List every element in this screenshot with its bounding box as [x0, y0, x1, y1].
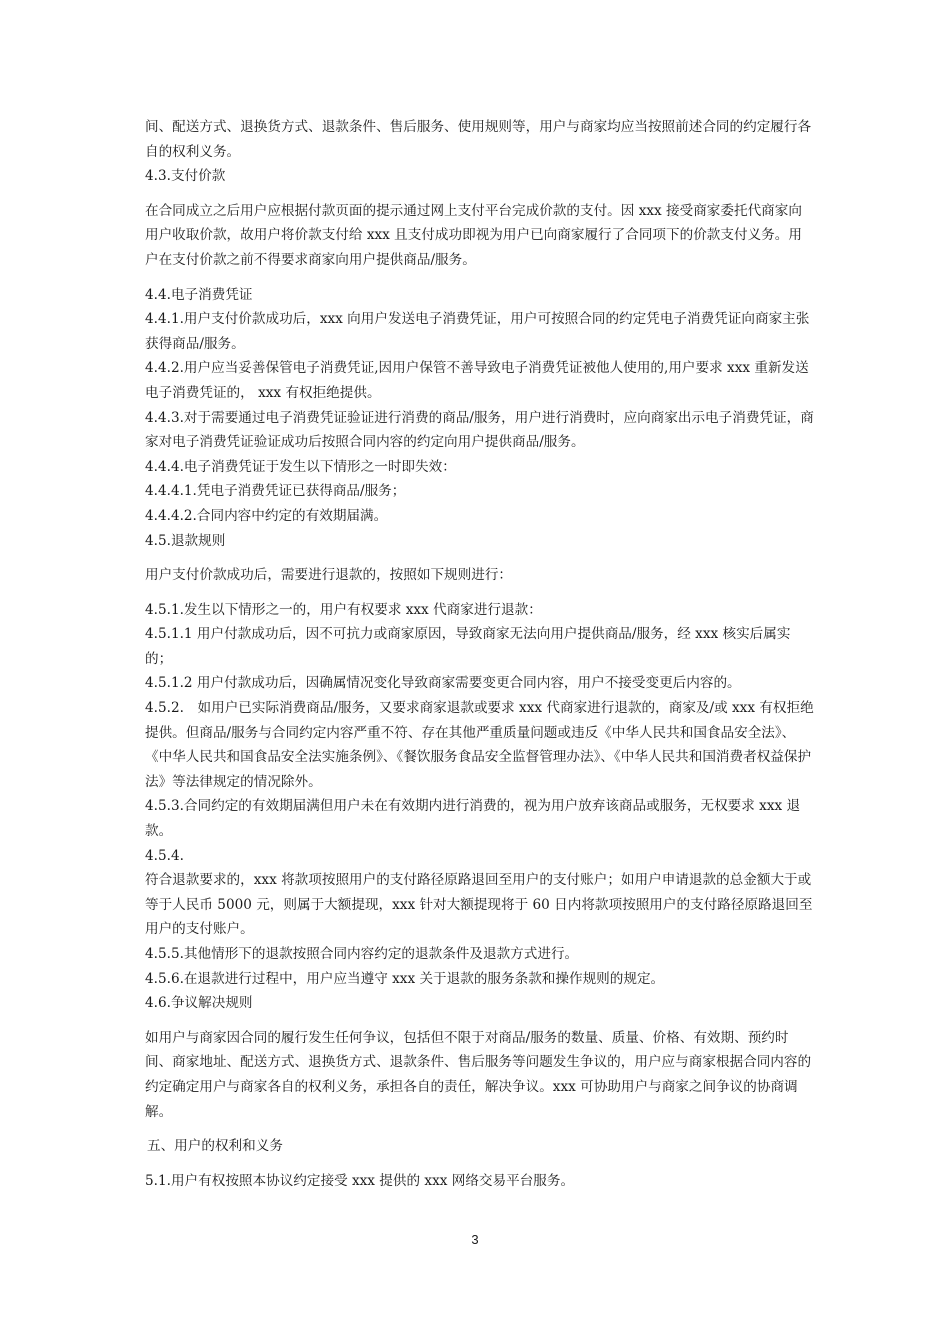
clause-4-4-1: 4.4.1.用户支付价款成功后，xxx 向用户发送电子消费凭证，用户可按照合同的约定凭电子消费凭证向商家主张获得商品/服务。 — [145, 311, 810, 352]
document-body — [145, 115, 815, 1193]
clause-4-5-1-1: 4.5.1.1 用户付款成功后，因不可抗力或商家原因，导致商家无法向用户提供商品/服务，经 xxx 核实后属实的； — [145, 626, 791, 667]
clause-4-5-6: 4.5.6.在退款进行过程中，用户应当遵守 xxx 关于退款的服务条款和操作规则的规定。 — [145, 970, 665, 987]
clause-5-1: 5.1.用户有权按照本协议约定接受 xxx 提供的 xxx 网络交易平台服务。 — [145, 1172, 575, 1189]
clause-4-5-5: 4.5.5.其他情形下的退款按照合同内容约定的退款条件及退款方式进行。 — [145, 946, 579, 962]
page-number: 3 — [471, 1232, 479, 1247]
heading-4-3-payment: 4.3.支付价款 — [145, 168, 226, 185]
section-5-heading: 五、用户的权利和义务 — [147, 1138, 283, 1155]
clause-4-5-1: 4.5.1.发生以下情形之一的，用户有权要求 xxx 代商家进行退款： — [145, 601, 542, 618]
paragraph-dispute: 如用户与商家因合同的履行发生任何争议，包括但不限于对商品/服务的数量、质量、价格、有效期、预约时间、商家地址、配送方式、退换货方式、退款条件、售后服务等问题发生争议的，用户应与商家根据合同内容的约定确定用户与商家各自的权利义务，承担各自的责任，解决争议。xxx 可协助用户与商家之间争议的协商调解。 — [145, 1029, 812, 1120]
clause-4-5-4-text: 符合退款要求的，xxx 将款项按照用户的支付路径原路退回至用户的支付账户；如用户申请退款的总金额大于或等于人民币 5000 元，则属于大额提现，xxx 针对大额提现将于 60 日内将款项按照用户的支付路径原路退回至用户的支付账户。 — [145, 872, 813, 938]
clause-4-4-2: 4.4.2.用户应当妥善保管电子消费凭证,因用户保管不善导致电子消费凭证被他人使用的,用户要求 xxx 重新发送电子消费凭证的， xxx 有权拒绝提供。 — [145, 360, 809, 401]
clause-4-5-3: 4.5.3.合同约定的有效期届满但用户未在有效期内进行消费的，视为用户放弃该商品或服务，无权要求 xxx 退款。 — [145, 798, 801, 840]
clause-4-4-3: 4.4.3.对于需要通过电子消费凭证验证进行消费的商品/服务，用户进行消费时，应向商家出示电子消费凭证，商家对电子消费凭证验证成功后按照合同内容的约定向用户提供商品/服务。 — [145, 409, 814, 451]
paragraph-payment: 在合同成立之后用户应根据付款页面的提示通过网上支付平台完成价款的支付。因 xxx 接受商家委托代商家向用户收取价款，故用户将价款支付给 xxx 且支付成功即视为用户已向商家履行了合同项下的价款支付义务。用户在支付价款之前不得要求商家向用户提供商品/服务。 — [145, 202, 802, 268]
paragraph-contract-continued: 间、配送方式、退换货方式、退款条件、售后服务、使用规则等，用户与商家均应当按照前述合同的约定履行各自的权利义务。 — [145, 119, 812, 160]
paragraph-refund-intro: 用户支付价款成功后，需要进行退款的，按照如下规则进行： — [145, 567, 513, 584]
clause-4-4-4: 4.4.4.电子消费凭证于发生以下情形之一时即失效： — [145, 458, 456, 475]
clause-4-5-4-number: 4.5.4. — [145, 847, 184, 864]
clause-4-5-2: 4.5.2. 如用户已实际消费商品/服务，又要求商家退款或要求 xxx 代商家进行退款的，商家及/或 xxx 有权拒绝提供。但商品/服务与合同约定内容严重不符、存在其他严重质量问题或违反《中华人民共和国食品安全法》、《中华人民共和国食品安全法实施条例》、《餐饮服务食品安全监督管理办法》、《中华人民共和国消费者权益保护法》等法律规定的情况除外。 — [145, 700, 814, 790]
heading-4-4-voucher: 4.4.电子消费凭证 — [145, 286, 253, 303]
clause-4-4-4-1: 4.4.4.1.凭电子消费凭证已获得商品/服务； — [145, 483, 406, 500]
heading-4-5-refund: 4.5.退款规则 — [145, 532, 226, 549]
clause-4-4-4-2: 4.4.4.2.合同内容中约定的有效期届满。 — [145, 507, 388, 524]
clause-4-5-1-2: 4.5.1.2 用户付款成功后，因确属情况变化导致商家需要变更合同内容，用户不接受变更后内容的。 — [145, 675, 741, 692]
heading-4-6-dispute: 4.6.争议解决规则 — [145, 995, 253, 1012]
